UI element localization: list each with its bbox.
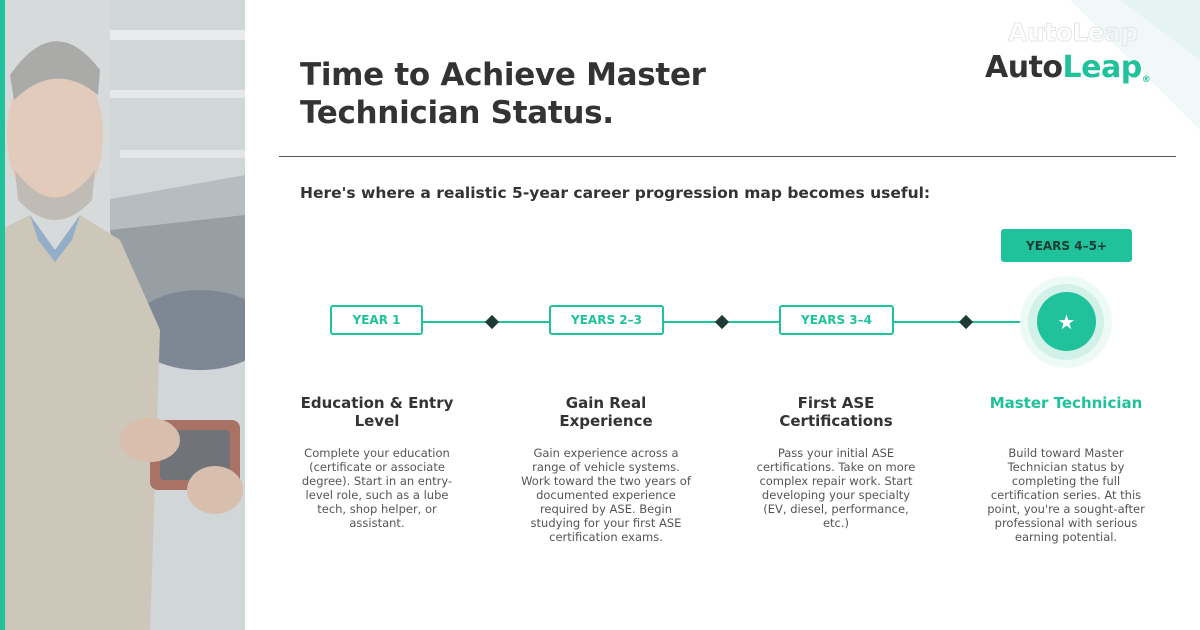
timeline-line [330,321,1045,323]
stage-description-2: Gain experience across a range of vehicle systems. Work toward the two years of documented experience required by ASE. Begin studying for your first ASE certification exams. [521,446,691,544]
star-icon: ★ [1037,292,1096,351]
stage-title-3: First ASE Certifications [779,394,893,430]
brand-registered-mark: ® [1141,75,1151,85]
brand-logo-ghost: AutoLeap [1008,18,1138,47]
brand-name-part2: Leap [1062,50,1142,85]
stage-description-1: Complete your education (certificate or associate degree). Start in an entry-level role, such as a lube tech, shop helper, or assistant. [301,446,453,530]
photo-overlay [0,0,245,630]
page-subtitle: Here's where a realistic 5-year career progression map becomes useful: [300,184,931,202]
stage-title-2: Gain Real Experience [559,394,653,430]
timeline-connector-diamond [485,315,499,329]
timeline-connector-diamond [715,315,729,329]
stage-label-year-1: YEAR 1 [330,305,423,335]
stage-description-3: Pass your initial ASE certifications. Take on more complex repair work. Start developing your specialty (EV, diesel, performance, etc.) [756,446,916,530]
brand-logo [985,50,1150,85]
stage-label-years-4-5: YEARS 4–5+ [1001,229,1132,262]
page-title: Time to Achieve Master Technician Status. [300,57,706,131]
stage-description-4: Build toward Master Technician status by completing the full certification series. At this point, you're a sought-after professional with serious earning potential. [987,446,1145,544]
stage-title-1: Education & Entry Level [300,394,454,430]
brand-name-part1: Auto [985,50,1063,85]
stage-title-4: Master Technician [989,394,1143,412]
stage-label-years-2-3: YEARS 2–3 [549,305,664,335]
stage-label-years-3-4: YEARS 3–4 [779,305,894,335]
accent-stripe [0,0,5,630]
timeline-connector-diamond [959,315,973,329]
divider [279,156,1176,157]
technician-photo [0,0,245,630]
